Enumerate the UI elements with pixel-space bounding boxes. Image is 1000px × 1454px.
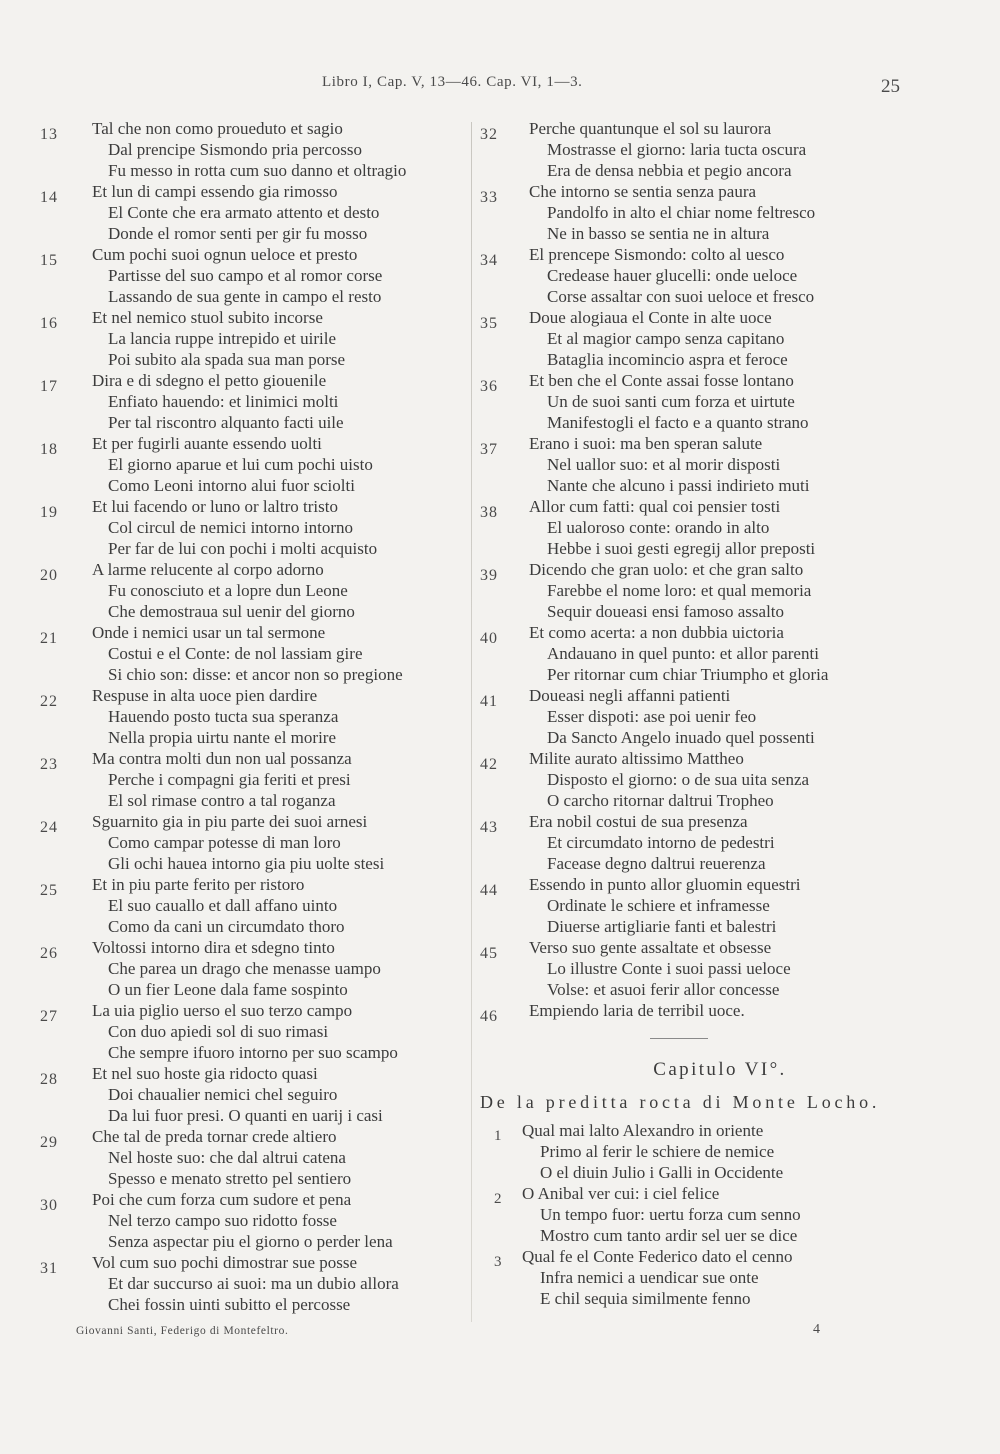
stanza-number: 37 (480, 441, 498, 458)
column-divider (471, 122, 472, 1322)
stanza-number: 29 (40, 1134, 58, 1151)
stanza (40, 1063, 470, 1126)
verse-line: Poi subito ala spada sua man porse (108, 350, 346, 369)
verse-line: El ualoroso conte: orando in alto (547, 518, 770, 537)
stanza (480, 1183, 920, 1246)
stanza (40, 370, 470, 433)
verse-line: Poi che cum forza cum sudore et pena (92, 1190, 352, 1209)
stanza-number: 40 (480, 630, 498, 647)
stanza (480, 811, 920, 874)
stanza (480, 433, 920, 496)
verse-line: Chei fossin uinti subitto el percosse (108, 1295, 351, 1314)
verse-line: Volse: et asuoi ferir allor concesse (547, 980, 780, 999)
stanza-number: 39 (480, 567, 498, 584)
stanza (40, 874, 470, 937)
verse-line: Lo illustre Conte i suoi passi ueloce (547, 959, 791, 978)
stanza-number: 30 (40, 1197, 58, 1214)
verse-line: Bataglia incomincio aspra et feroce (547, 350, 788, 369)
verse-line: Spesso e menato stretto pel sentiero (108, 1169, 352, 1188)
stanza (480, 307, 920, 370)
verse-line: Dira e di sdegno el petto giouenile (92, 371, 327, 390)
verse-line: Esser dispoti: ase poi uenir feo (547, 707, 757, 726)
chapter6-stanza-list (480, 1120, 920, 1309)
stanza-number: 27 (40, 1008, 58, 1025)
verse-line: Qual fe el Conte Federico dato el cenno (522, 1247, 793, 1266)
stanza (40, 622, 470, 685)
verse-line: Un tempo fuor: uertu forza cum senno (540, 1205, 801, 1224)
running-head: Libro I, Cap. V, 13—46. Cap. VI, 1—3. (322, 74, 583, 90)
verse-line: Respuse in alta uoce pien dardire (92, 686, 318, 705)
verse-line: Primo al ferir le schiere de nemice (540, 1142, 775, 1161)
stanza (40, 811, 470, 874)
verse-line: Et como acerta: a non dubbia uictoria (529, 623, 784, 642)
verse-line: El giorno aparue et lui cum pochi uisto (108, 455, 373, 474)
verse-line: Et per fugirli auante essendo uolti (92, 434, 322, 453)
verse-line: A larme relucente al corpo adorno (92, 560, 324, 579)
verse-line: Hauendo posto tucta sua speranza (108, 707, 339, 726)
verse-line: Perche quantunque el sol su laurora (529, 119, 772, 138)
verse-line: Dicendo che gran uolo: et che gran salto (529, 560, 804, 579)
verse-line: Enfiato hauendo: et linimici molti (108, 392, 339, 411)
verse-line: El Conte che era armato attento et desto (108, 203, 380, 222)
page-number: 25 (881, 76, 900, 97)
stanza-number: 36 (480, 378, 498, 395)
verse-line: Mostro cum tanto ardir sel uer se dice (540, 1226, 798, 1245)
verse-line: Et al magior campo senza capitano (547, 329, 785, 348)
stanza (40, 685, 470, 748)
verse-line: Voltossi intorno dira et sdegno tinto (92, 938, 335, 957)
stanza (480, 1000, 920, 1025)
stanza (480, 181, 920, 244)
verse-line: O el diuin Julio i Galli in Occidente (540, 1163, 784, 1182)
verse-line: Pandolfo in alto el chiar nome feltresco (547, 203, 816, 222)
stanza-number: 22 (40, 693, 58, 710)
verse-line: Costui e el Conte: de nol lassiam gire (108, 644, 363, 663)
chapter-title: Capitulo VI°. (653, 1059, 787, 1080)
verse-line: Era nobil costui de sua presenza (529, 812, 748, 831)
right-column (480, 118, 920, 1309)
verse-line: Da Sancto Angelo inuado quel possenti (547, 728, 815, 747)
stanza-number: 43 (480, 819, 498, 836)
stanza (480, 559, 920, 622)
verse-line: Fu conosciuto et a lopre dun Leone (108, 581, 348, 600)
stanza-number: 42 (480, 756, 498, 773)
verse-line: Infra nemici a uendicar sue onte (540, 1268, 759, 1287)
verse-line: Si chio son: disse: et ancor non so pregione (108, 665, 403, 684)
stanza (480, 748, 920, 811)
stanza (40, 307, 470, 370)
stanza (40, 1126, 470, 1189)
stanza-number: 23 (40, 756, 58, 773)
verse-line: La lancia ruppe intrepido et uirile (108, 329, 336, 348)
verse-line: Et nel suo hoste gia ridocto quasi (92, 1064, 318, 1083)
verse-line: Como campar potesse di man loro (108, 833, 341, 852)
verse-line: Como da cani un circumdato thoro (108, 917, 345, 936)
stanza-number: 44 (480, 882, 498, 899)
stanza-number: 45 (480, 945, 498, 962)
signature-mark: 4 (813, 1322, 820, 1337)
stanza (480, 496, 920, 559)
stanza (480, 370, 920, 433)
verse-line: Doi chaualier nemici chel seguiro (108, 1085, 338, 1104)
verse-line: Et circumdato intorno de pedestri (547, 833, 775, 852)
verse-line: Nante che alcuno i passi indirieto muti (547, 476, 810, 495)
verse-line: Un de suoi santi cum forza et uirtute (547, 392, 795, 411)
footer-credit: Giovanni Santi, Federigo di Montefeltro. (76, 1325, 289, 1337)
stanza-number: 20 (40, 567, 58, 584)
stanza-number: 41 (480, 693, 498, 710)
verse-line: Empiendo laria de terribil uoce. (529, 1001, 745, 1020)
stanza (40, 433, 470, 496)
verse-line: Doueasi negli affanni patienti (529, 686, 731, 705)
chapter-subtitle: De la preditta rocta di Monte Locho. (480, 1092, 881, 1112)
verse-line: Nella propia uirtu nante el morire (108, 728, 336, 747)
verse-line: Partisse del suo campo et al romor corse (108, 266, 383, 285)
verse-line: Et in piu parte ferito per ristoro (92, 875, 305, 894)
verse-line: Cum pochi suoi ognun ueloce et presto (92, 245, 358, 264)
verse-line: Sequir doueasi ensi famoso assalto (547, 602, 785, 621)
stanza-number: 16 (40, 315, 58, 332)
verse-line: Farebbe el nome loro: et qual memoria (547, 581, 812, 600)
verse-line: Per ritornar cum chiar Triumpho et gloria (547, 665, 829, 684)
stanza (40, 559, 470, 622)
stanza (480, 622, 920, 685)
verse-line: E chil sequia similmente fenno (540, 1289, 751, 1308)
verse-line: Tal che non como proueduto et sagio (92, 119, 343, 138)
stanza (40, 118, 470, 181)
stanza-number: 18 (40, 441, 58, 458)
verse-line: Doue alogiaua el Conte in alte uoce (529, 308, 772, 327)
verse-line: Erano i suoi: ma ben speran salute (529, 434, 763, 453)
verse-line: Che sempre ifuoro intorno per suo scampo (108, 1043, 398, 1062)
verse-line: Senza aspectar piu el giorno o perder lena (108, 1232, 393, 1251)
right-stanza-list (480, 118, 920, 1025)
stanza-number: 34 (480, 252, 498, 269)
stanza-number: 38 (480, 504, 498, 521)
stanza (40, 1189, 470, 1252)
stanza-number: 35 (480, 315, 498, 332)
verse-line: Con duo apiedi sol di suo rimasi (108, 1022, 329, 1041)
verse-line: Verso suo gente assaltate et obsesse (529, 938, 772, 957)
stanza-number: 31 (40, 1260, 58, 1277)
verse-line: Et nel nemico stuol subito incorse (92, 308, 323, 327)
left-column (40, 118, 470, 1315)
verse-line: Andauano in quel punto: et allor parenti (547, 644, 819, 663)
verse-line: Corse assaltar con suoi ueloce et fresco (547, 287, 815, 306)
stanza (480, 874, 920, 937)
verse-line: Col circul de nemici intorno intorno (108, 518, 354, 537)
verse-line: Essendo in punto allor gluomin equestri (529, 875, 801, 894)
verse-line: O carcho ritornar daltrui Tropheo (547, 791, 774, 810)
page-header (0, 72, 1000, 102)
stanza (40, 748, 470, 811)
verse-line: Sguarnito gia in piu parte dei suoi arnesi (92, 812, 368, 831)
verse-line: Era de densa nebbia et pegio ancora (547, 161, 792, 180)
stanza-number: 46 (480, 1008, 498, 1025)
verse-line: Nel hoste suo: che dal altrui catena (108, 1148, 346, 1167)
verse-line: Nel uallor suo: et al morir disposti (547, 455, 781, 474)
verse-line: La uia piglio uerso el suo terzo campo (92, 1001, 353, 1020)
stanza-number: 15 (40, 252, 58, 269)
stanza (40, 181, 470, 244)
stanza (480, 1246, 920, 1309)
verse-line: Lassando de sua gente in campo el resto (108, 287, 382, 306)
stanza-number: 19 (40, 504, 58, 521)
verse-line: Gli ochi hauea intorno gia piu uolte stesi (108, 854, 385, 873)
verse-line: Che intorno se sentia senza paura (529, 182, 757, 201)
verse-line: Fu messo in rotta cum suo danno et oltragio (108, 161, 407, 180)
verse-line: Et dar succurso ai suoi: ma un dubio allora (108, 1274, 399, 1293)
stanza-number: 3 (494, 1254, 503, 1270)
verse-line: Dal prencipe Sismondo pria percosso (108, 140, 362, 159)
stanza (480, 1120, 920, 1183)
verse-line: Ordinate le schiere et inframesse (547, 896, 770, 915)
stanza-number: 33 (480, 189, 498, 206)
stanza (480, 118, 920, 181)
stanza-number: 21 (40, 630, 58, 647)
verse-line: Manifestogli el facto e a quanto strano (547, 413, 809, 432)
verse-line: El suo cauallo et dall affano uinto (108, 896, 338, 915)
verse-line: Da lui fuor presi. O quanti en uarij i casi (108, 1106, 383, 1125)
stanza-number: 1 (494, 1128, 503, 1144)
verse-line: Facease degno daltrui reuerenza (547, 854, 766, 873)
verse-line: Ne in basso se sentia ne in altura (547, 224, 770, 243)
verse-line: El sol rimase contro a tal roganza (108, 791, 336, 810)
verse-line: Et lun di campi essendo gia rimosso (92, 182, 338, 201)
verse-line: Et lui facendo or luno or laltro tristo (92, 497, 338, 516)
verse-line: Como Leoni intorno alui fuor sciolti (108, 476, 355, 495)
verse-line: Milite aurato altissimo Mattheo (529, 749, 744, 768)
verse-line: Per tal riscontro alquanto facti uile (108, 413, 344, 432)
verse-line: El prencepe Sismondo: colto al uesco (529, 245, 785, 264)
stanza-number: 24 (40, 819, 58, 836)
stanza-number: 2 (494, 1191, 503, 1207)
section-rule (650, 1038, 708, 1039)
verse-line: Diuerse artigliarie fanti et balestri (547, 917, 777, 936)
verse-line: Che tal de preda tornar crede altiero (92, 1127, 337, 1146)
stanza (40, 244, 470, 307)
verse-line: Et ben che el Conte assai fosse lontano (529, 371, 794, 390)
verse-line: O Anibal ver cui: i ciel felice (522, 1184, 720, 1203)
stanza (40, 496, 470, 559)
verse-line: Perche i compagni gia feriti et presi (108, 770, 351, 789)
verse-line: Disposto el giorno: o de sua uita senza (547, 770, 810, 789)
verse-line: Onde i nemici usar un tal sermone (92, 623, 326, 642)
stanza-number: 26 (40, 945, 58, 962)
verse-line: Mostrasse el giorno: laria tucta oscura (547, 140, 807, 159)
stanza-number: 13 (40, 126, 58, 143)
stanza (480, 937, 920, 1000)
verse-line: Credease hauer glucelli: onde ueloce (547, 266, 798, 285)
verse-line: Qual mai lalto Alexandro in oriente (522, 1121, 764, 1140)
stanza (40, 1252, 470, 1315)
verse-line: Che demostraua sul uenir del giorno (108, 602, 355, 621)
stanza-number: 17 (40, 378, 58, 395)
stanza (40, 937, 470, 1000)
verse-line: O un fier Leone dala fame sospinto (108, 980, 348, 999)
stanza (40, 1000, 470, 1063)
stanza-number: 25 (40, 882, 58, 899)
verse-line: Per far de lui con pochi i molti acquisto (108, 539, 378, 558)
verse-line: Ma contra molti dun non ual possanza (92, 749, 352, 768)
verse-line: Donde el romor senti per gir fu mosso (108, 224, 368, 243)
verse-line: Hebbe i suoi gesti egregij allor preposti (547, 539, 816, 558)
verse-line: Che parea un drago che menasse uampo (108, 959, 381, 978)
stanza (480, 244, 920, 307)
verse-line: Vol cum suo pochi dimostrar sue posse (92, 1253, 358, 1272)
verse-line: Allor cum fatti: qual coi pensier tosti (529, 497, 781, 516)
stanza-number: 32 (480, 126, 498, 143)
stanza (480, 685, 920, 748)
stanza-number: 28 (40, 1071, 58, 1088)
stanza-number: 14 (40, 189, 58, 206)
verse-line: Nel terzo campo suo ridotto fosse (108, 1211, 337, 1230)
